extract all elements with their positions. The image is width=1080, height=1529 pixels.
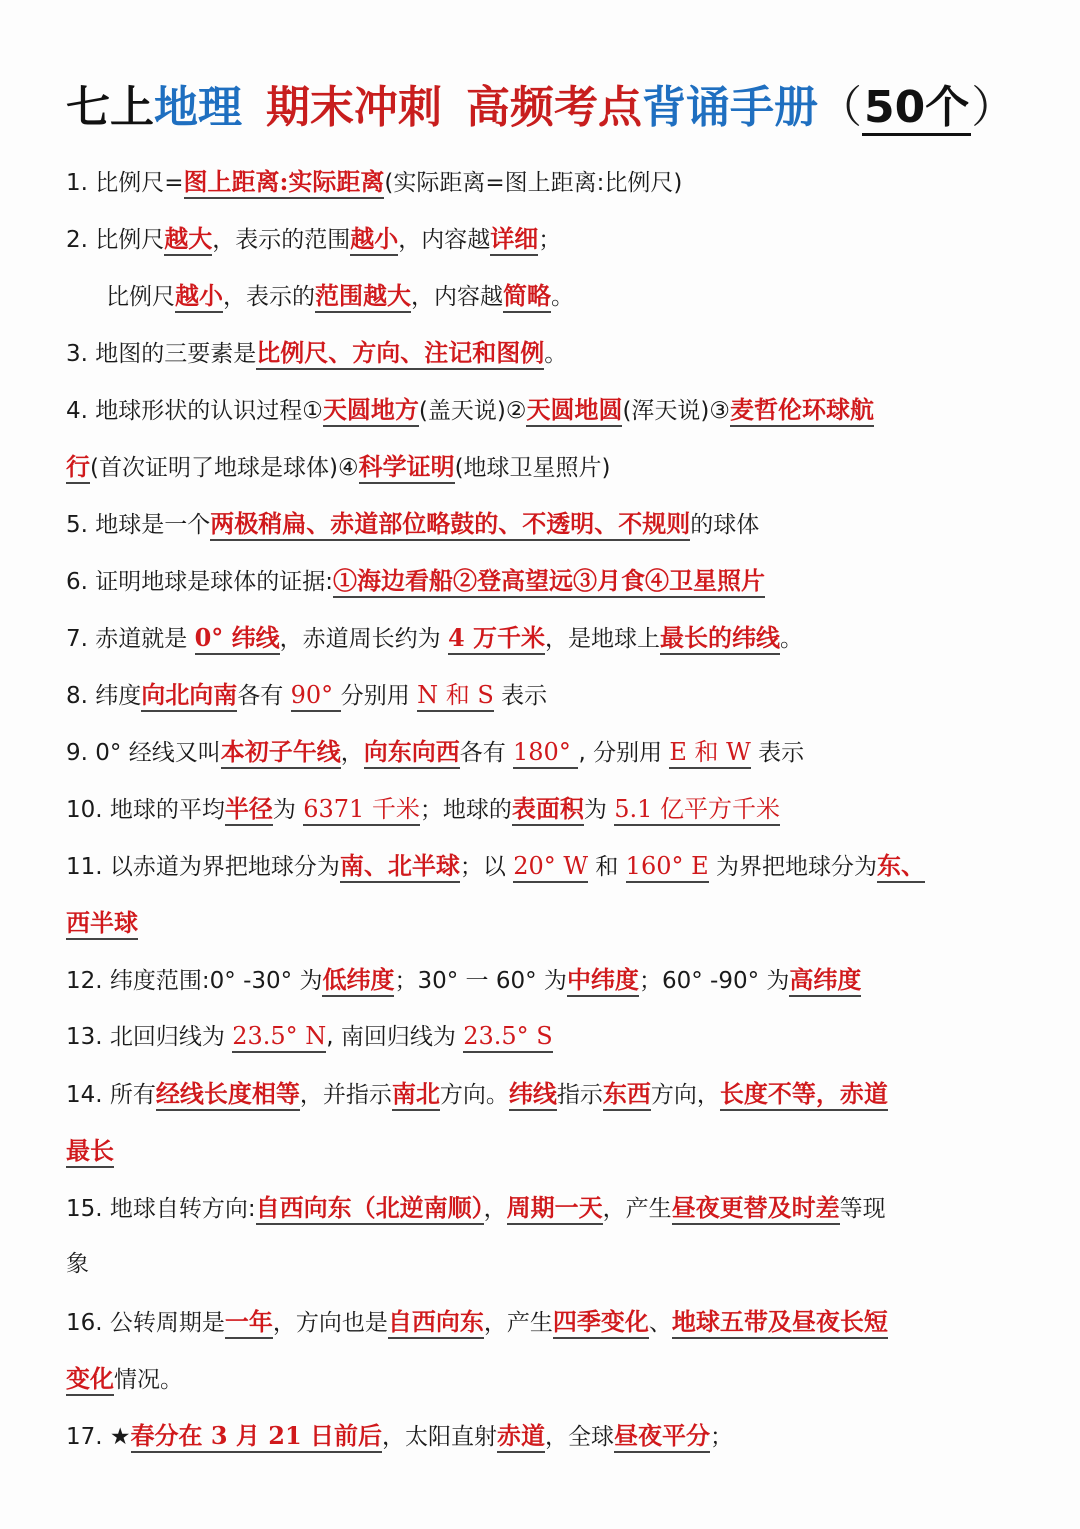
note-text: ；地球的 [419, 797, 512, 823]
key-term: 本初子午线 [221, 737, 341, 769]
note-text: 表示 [750, 740, 805, 766]
note-text: 各有 [237, 683, 291, 709]
note-text: ，内容越 [398, 227, 491, 253]
note-text: ，并指示 [299, 1082, 392, 1108]
note-line [66, 495, 1018, 552]
note-line [66, 1293, 1018, 1350]
key-term: 越小 [350, 224, 398, 256]
note-line [66, 1179, 1018, 1236]
key-term: 最长的纬线 [660, 623, 780, 655]
note-text: 等现 [839, 1196, 886, 1222]
title-part-subject: 地理 [154, 82, 242, 133]
note-text: ，表示的范围 [212, 227, 351, 253]
note-text: (实际距离=图上距离:比例尺) [384, 170, 683, 196]
note-text: 的球体 [690, 512, 760, 538]
note-text: 指示 [556, 1082, 603, 1108]
note-text: 2. 比例尺 [66, 227, 165, 253]
note-text: 8. 纬度 [66, 683, 142, 709]
note-text: (浑天说)③ [622, 398, 731, 424]
key-term: 20° W [513, 852, 588, 883]
key-term: 西半球 [66, 908, 138, 940]
key-term: 昼夜更替及时差 [672, 1193, 840, 1225]
key-term: 半径 [225, 794, 273, 826]
note-text: ，方向也是 [272, 1310, 388, 1336]
note-text: 9. 0° 经线又叫 [66, 740, 221, 766]
key-term: ①海边看船②登高望远③月食④卫星照片 [333, 566, 765, 598]
key-term: 简略 [503, 281, 551, 313]
key-term: E 和 W [669, 738, 750, 769]
title-part-sprint: 期末冲刺 [266, 82, 442, 133]
notes-list [66, 153, 1018, 1464]
note-text: 为 [583, 797, 615, 823]
note-text: 13. 北回归线为 [66, 1024, 233, 1050]
note-text: (盖天说)② [418, 398, 527, 424]
note-text: 。 [551, 284, 574, 310]
note-text: 方向。 [439, 1082, 509, 1108]
note-text: 为界把地球分为 [708, 854, 877, 880]
key-term: 4 万千米 [448, 623, 545, 655]
note-line [66, 267, 1018, 324]
note-line [66, 723, 1018, 780]
note-text: 为 [272, 797, 304, 823]
key-term: 160° E [626, 852, 709, 883]
note-text: , 分别用 [578, 740, 670, 766]
note-text: 和 [588, 854, 626, 880]
note-line [66, 1122, 1018, 1179]
note-text: ，内容越 [411, 284, 503, 310]
key-term: 东、 [877, 851, 925, 883]
key-term: 两极稍扁、赤道部位略鼓的、不透明、不规则 [210, 509, 690, 541]
note-text: (地球卫星照片) [454, 455, 611, 481]
key-term: 6371 千米 [303, 795, 420, 826]
note-line [66, 1065, 1018, 1122]
note-text: 15. 地球自转方向: [66, 1196, 256, 1222]
note-text: ，表示的 [223, 284, 315, 310]
key-term: 长度不等，赤道 [720, 1079, 888, 1111]
key-term: 麦哲伦环球航 [730, 395, 874, 427]
key-term: 23.5° N [232, 1022, 326, 1053]
note-text: ，产生 [483, 1310, 553, 1336]
key-term: 表面积 [512, 794, 584, 826]
title-paren-open: （ [818, 82, 862, 133]
note-text: 。 [544, 341, 568, 367]
key-term: 纬线 [509, 1079, 557, 1111]
note-text: 。 [780, 626, 804, 652]
key-term: 天圆地圆 [526, 395, 622, 427]
note-text: 比例尺 [106, 284, 175, 310]
note-line [66, 153, 1018, 210]
note-text: ；60° -90° 为 [638, 968, 790, 994]
note-line [66, 894, 1018, 951]
note-line [66, 438, 1018, 495]
key-term: 越小 [175, 281, 223, 313]
key-term: 图上距离:实际距离 [184, 167, 385, 199]
note-text: 16. 公转周期是 [66, 1310, 225, 1336]
key-term: 中纬度 [567, 965, 639, 997]
key-term: 23.5° S [463, 1022, 553, 1053]
key-term: 0° 纬线 [195, 623, 280, 655]
key-term: 天圆地方 [323, 395, 419, 427]
key-term: 行 [66, 452, 90, 484]
note-text: 1. 比例尺= [66, 170, 184, 196]
key-term: 90° [291, 681, 341, 712]
note-line [66, 552, 1018, 609]
note-text: , 南回归线为 [326, 1024, 464, 1050]
note-text: 情况。 [114, 1367, 183, 1393]
note-line [66, 666, 1018, 723]
note-text: ，产生 [602, 1196, 672, 1222]
key-term: 经线长度相等 [156, 1079, 300, 1111]
page-title [66, 78, 1066, 138]
note-text: 12. 纬度范围:0° -30° 为 [66, 968, 323, 994]
note-text: ， [340, 740, 364, 766]
key-term: 昼夜平分 [614, 1421, 710, 1453]
note-text: ， [483, 1196, 507, 1222]
key-term: 周期一天 [507, 1193, 603, 1225]
note-line [66, 609, 1018, 666]
note-line [66, 1008, 1018, 1065]
note-text: 4. 地球形状的认识过程① [66, 398, 323, 424]
key-term: 5.1 亿平方千米 [614, 795, 780, 826]
note-text: 3. 地图的三要素是 [66, 341, 257, 367]
key-term: 春分在 3 月 21 日前后 [131, 1421, 383, 1453]
key-term: 一年 [225, 1307, 273, 1339]
note-text: 方向， [650, 1082, 720, 1108]
key-term: 自西向东（北逆南顺） [256, 1193, 484, 1225]
key-term: 范围越大 [315, 281, 411, 313]
note-text: 表示 [493, 683, 548, 709]
note-line [66, 780, 1018, 837]
title-paren-close: ） [971, 82, 1016, 133]
note-text: ； [710, 1424, 734, 1450]
key-term: 低纬度 [322, 965, 394, 997]
key-term: 南、北半球 [340, 851, 460, 883]
note-line [66, 1350, 1018, 1407]
note-text: 、 [648, 1310, 672, 1336]
key-term: 向东向西 [364, 737, 460, 769]
key-term: 自西向东 [388, 1307, 484, 1339]
note-line [66, 951, 1018, 1008]
note-text: ，全球 [545, 1424, 615, 1450]
key-term: N 和 S [417, 681, 494, 712]
key-term: 最长 [66, 1136, 114, 1168]
note-text: 11. 以赤道为界把地球分为 [66, 854, 340, 880]
note-line [66, 210, 1018, 267]
note-text: 17. ★ [66, 1424, 131, 1450]
note-line [66, 324, 1018, 381]
title-part-handbook: 背诵手册 [642, 82, 818, 133]
note-line [66, 381, 1018, 438]
note-text: 各有 [459, 740, 514, 766]
key-term: 赤道 [497, 1421, 545, 1453]
note-text: ；以 [459, 854, 514, 880]
key-term: 比例尺、方向、注记和图例 [256, 338, 544, 370]
note-line [66, 837, 1018, 894]
note-text: 象 [66, 1251, 89, 1277]
note-text: ，赤道周长约为 [279, 626, 448, 652]
key-term: 详细 [490, 224, 538, 256]
note-text: (首次证明了地球是球体)④ [90, 455, 359, 481]
note-line [66, 1407, 1018, 1464]
key-term: 180° [513, 738, 578, 769]
key-term: 向北向南 [141, 680, 237, 712]
key-term: 变化 [66, 1364, 114, 1396]
key-term: 越大 [164, 224, 212, 256]
note-text: 5. 地球是一个 [66, 512, 211, 538]
note-line [66, 1236, 1018, 1293]
note-text: 分别用 [340, 683, 418, 709]
key-term: 科学证明 [359, 452, 455, 484]
key-term: 四季变化 [553, 1307, 649, 1339]
note-text: ，是地球上 [545, 626, 661, 652]
title-part-keypoints: 高频考点 [466, 82, 642, 133]
key-term: 高纬度 [789, 965, 861, 997]
note-text: ；30° 一 60° 为 [394, 968, 567, 994]
key-term: 地球五带及昼夜长短 [672, 1307, 888, 1339]
title-part-grade: 七上 [66, 82, 154, 133]
note-text: 10. 地球的平均 [66, 797, 225, 823]
title-count: 50个 [862, 82, 971, 136]
note-text: 7. 赤道就是 [66, 626, 195, 652]
note-text: ； [538, 227, 562, 253]
note-text: ，太阳直射 [382, 1424, 498, 1450]
key-term: 南北 [392, 1079, 440, 1111]
note-text: 6. 证明地球是球体的证据: [66, 569, 334, 595]
note-text: 14. 所有 [66, 1082, 156, 1108]
key-term: 东西 [603, 1079, 651, 1111]
